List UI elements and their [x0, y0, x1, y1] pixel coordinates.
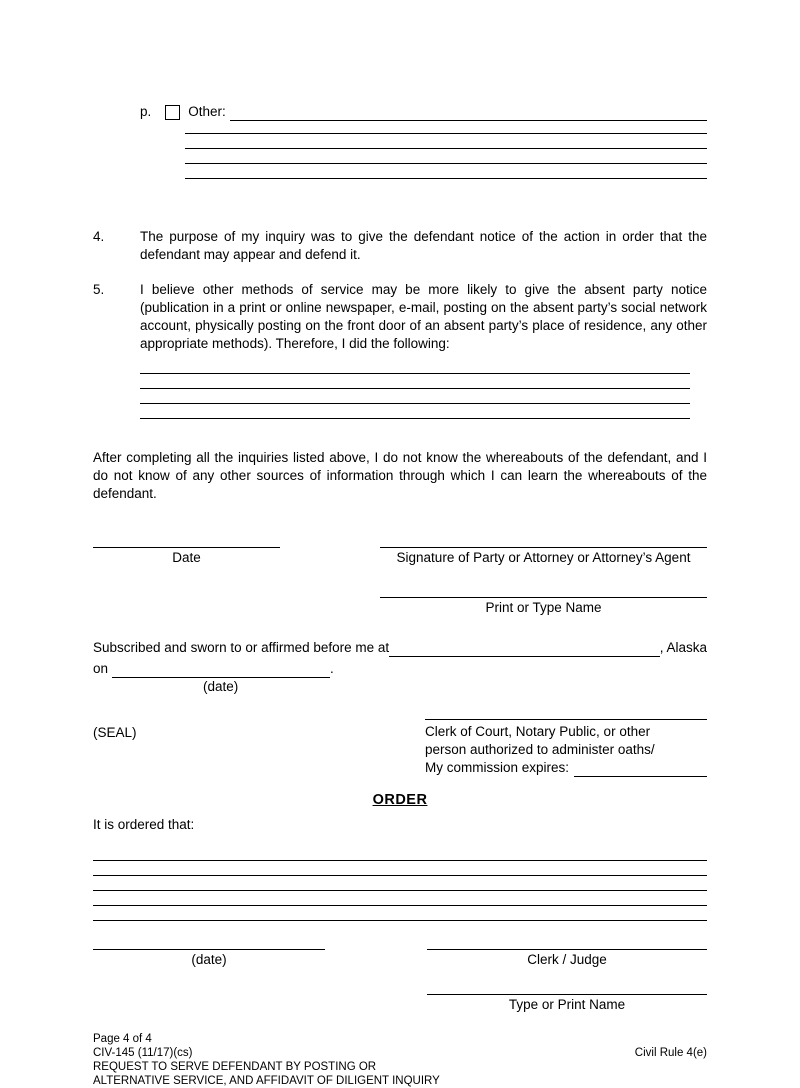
clerk-line-1: Clerk of Court, Notary Public, or other: [425, 724, 651, 740]
item-5-fill-line-2[interactable]: [140, 374, 690, 389]
page-info: Page 4 of 4: [93, 1033, 152, 1046]
sworn-location-fill-line[interactable]: [389, 642, 660, 657]
type-print-label: Type or Print Name: [508, 997, 626, 1013]
sworn-line-2: [93, 660, 707, 678]
commission-label: My commission expires:: [425, 760, 570, 776]
other-label: Other:: [188, 104, 226, 119]
sworn-line-1: [93, 639, 707, 657]
date-column: [93, 534, 280, 567]
civil-rule: Civil Rule 4(e): [634, 1047, 707, 1060]
order-signature-row: [93, 937, 707, 969]
commission-fill-line[interactable]: [574, 763, 707, 777]
item-4: [93, 228, 707, 264]
closing-paragraph: After completing all the inquiries listed above, I do not know the whereabouts of the defendant, and I do not know of any other sources of information through which I can learn the whereabouts of the defendant.: [93, 449, 707, 501]
commission-row: [425, 759, 707, 777]
order-fill-line-2[interactable]: [93, 861, 707, 876]
item-5-fill-lines: [140, 359, 690, 419]
item-5: [93, 281, 707, 353]
sworn-date-fill-line[interactable]: [112, 663, 330, 678]
item-5-fill-line-1[interactable]: [140, 359, 690, 374]
form-title-line-1: REQUEST TO SERVE DEFENDANT BY POSTING OR: [93, 1061, 377, 1074]
form-number: CIV-145 (11/17)(cs): [93, 1047, 193, 1060]
ordered-text: It is ordered that:: [93, 817, 195, 833]
form-footer: [93, 1032, 707, 1088]
order-date-column: [93, 937, 325, 969]
order-fill-line-3[interactable]: [93, 876, 707, 891]
date-fill-line[interactable]: [93, 534, 280, 548]
item-5-number: 5.: [93, 281, 105, 297]
other-fill-lines: [185, 119, 707, 179]
seal-row: [93, 708, 707, 777]
item-4-text: The purpose of my inquiry was to give the defendant notice of the action in order that the defendant may appear and defend it.: [140, 228, 707, 262]
sworn-on-label: on: [93, 661, 109, 677]
order-date-fill-line[interactable]: [93, 937, 325, 950]
footer-row-2: [93, 1046, 707, 1060]
other-fill-line-1[interactable]: [230, 105, 707, 121]
print-name-block: [380, 584, 707, 617]
signature-column: [380, 534, 707, 567]
other-fill-line-3[interactable]: [185, 134, 707, 149]
order-date-hint: (date): [191, 952, 227, 968]
notary-section: [93, 639, 707, 696]
order-fill-line-1[interactable]: [93, 846, 707, 861]
signature-row: [93, 534, 707, 567]
other-checkbox[interactable]: [165, 105, 180, 120]
item-5-text: I believe other methods of service may be more likely to give the absent party notice (publication in a print or online newspaper, e-mail, posting on the absent party’s social network account, physically posting on the front door of an absent party’s place of residence, any other appropriate methods). Therefore, I did the following:: [140, 281, 707, 351]
clerk-line-2: person authorized to administer oaths/: [425, 742, 655, 758]
seal-label: (SEAL): [93, 725, 137, 741]
form-title-line-2: ALTERNATIVE SERVICE, AND AFFIDAVIT OF DILIGENT INQUIRY: [93, 1075, 440, 1088]
print-name-fill-line[interactable]: [380, 584, 707, 598]
order-title: ORDER: [372, 792, 428, 809]
order-fill-lines: [93, 846, 707, 921]
item-4-number: 4.: [93, 228, 105, 244]
sworn-prefix: Subscribed and sworn to or affirmed before me at: [93, 640, 390, 656]
sworn-state-suffix: , Alaska: [659, 640, 707, 656]
clerk-signature-fill-line[interactable]: [425, 708, 707, 720]
clerk-column: [425, 708, 707, 777]
clerk-judge-column: [427, 937, 707, 969]
other-fill-line-4[interactable]: [185, 149, 707, 164]
order-fill-line-5[interactable]: [93, 906, 707, 921]
item-5-fill-line-4[interactable]: [140, 404, 690, 419]
signature-label: Signature of Party or Attorney or Attorney’s Agent: [396, 549, 691, 565]
other-fill-line-5[interactable]: [185, 164, 707, 179]
clerk-judge-label: Clerk / Judge: [527, 952, 607, 968]
item-5-fill-line-3[interactable]: [140, 389, 690, 404]
print-name-label: Print or Type Name: [485, 600, 602, 616]
signature-fill-line[interactable]: [380, 534, 707, 548]
clerk-judge-fill-line[interactable]: [427, 937, 707, 950]
date-label: Date: [172, 549, 201, 565]
sworn-period: .: [330, 661, 334, 677]
item-p-label: p.: [140, 104, 152, 119]
other-fill-line-2[interactable]: [185, 119, 707, 134]
type-print-fill-line[interactable]: [427, 982, 707, 995]
sworn-date-hint: (date): [203, 679, 239, 695]
type-print-block: [427, 982, 707, 1014]
order-fill-line-4[interactable]: [93, 891, 707, 906]
